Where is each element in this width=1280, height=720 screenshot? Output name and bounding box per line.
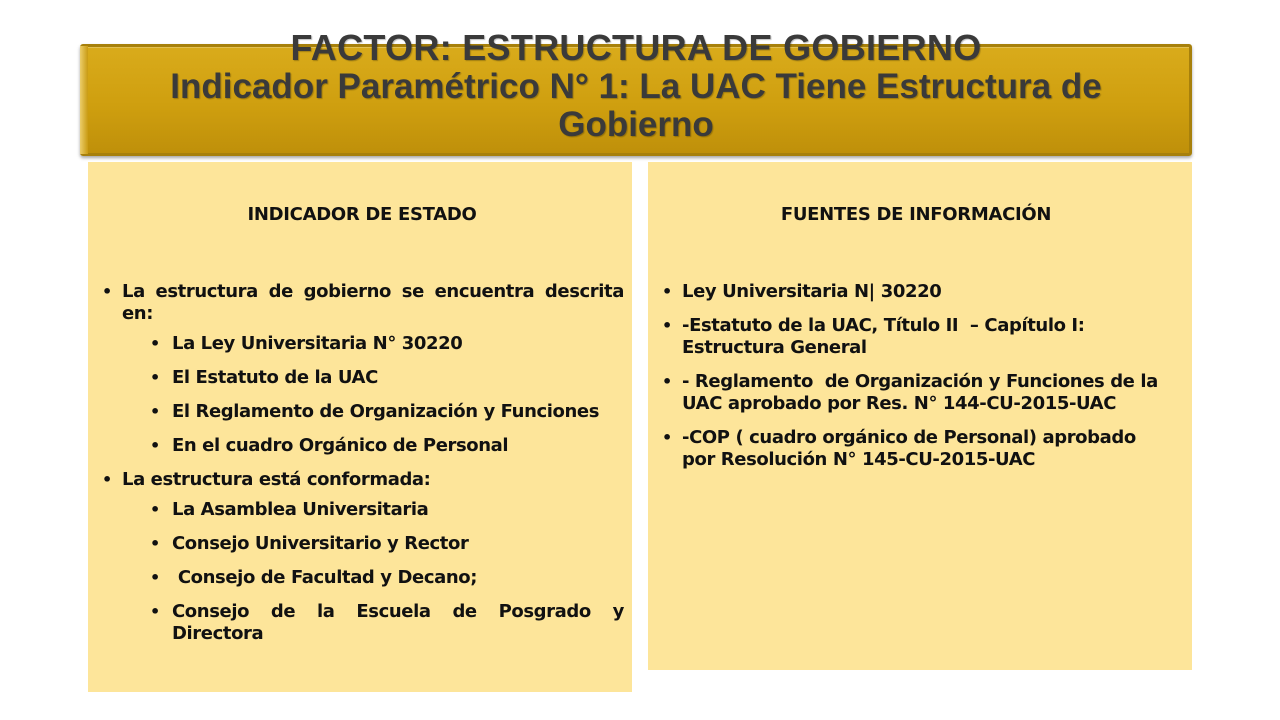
sub-list-item-text: En el cuadro Orgánico de Personal — [172, 435, 509, 456]
sub-list-item-text: El Reglamento de Organización y Funciones — [172, 401, 600, 422]
fuentes-informacion-panel — [648, 162, 1192, 670]
sub-list-item-text: Consejo de la Escuela de Posgrado y Directora — [172, 601, 624, 644]
sub-list-item-text: Consejo de Facultad y Decano; — [172, 567, 478, 588]
bullet-icon: • — [150, 368, 160, 387]
bullet-icon: • — [150, 568, 160, 587]
list-item-text: La estructura de gobierno se encuentra descrita en: — [122, 281, 624, 324]
bullet-icon: • — [150, 402, 160, 421]
bullet-icon: • — [102, 282, 112, 301]
sub-list-item-text: La Ley Universitaria N° 30220 — [172, 333, 463, 354]
sub-list-item — [122, 567, 624, 589]
sub-list-item — [122, 435, 624, 457]
estado-list — [100, 281, 624, 645]
bullet-icon: • — [662, 282, 672, 301]
bullet-icon: • — [662, 428, 672, 447]
list-item-text: Ley Universitaria N| 30220 — [682, 281, 942, 302]
bullet-icon: • — [102, 470, 112, 489]
sub-list-item-text: El Estatuto de la UAC — [172, 367, 378, 388]
sub-list-item — [122, 499, 624, 521]
list-item — [660, 371, 1172, 415]
list-item — [660, 427, 1172, 471]
panel-heading-left: INDICADOR DE ESTADO — [247, 204, 477, 225]
sub-list — [122, 333, 624, 457]
bullet-icon: • — [662, 372, 672, 391]
bullet-icon: • — [150, 602, 160, 621]
title-indicator: Indicador Paramétrico N° 1: La UAC Tiene Estructura de Gobierno — [170, 67, 1102, 144]
bullet-icon: • — [150, 534, 160, 553]
bullet-icon: • — [150, 436, 160, 455]
indicador-estado-panel — [88, 162, 632, 692]
bullet-icon: • — [662, 316, 672, 335]
list-item — [100, 469, 624, 645]
fuentes-list — [660, 281, 1172, 471]
sub-list-item — [122, 333, 624, 355]
list-item — [660, 315, 1172, 359]
list-item-text: -COP ( cuadro orgánico de Personal) aprobado por Resolución N° 145-CU-2015-UAC — [682, 427, 1136, 470]
list-item-text: -Estatuto de la UAC, Título II – Capítulo I: Estructura General — [682, 315, 1091, 358]
sub-list-item — [122, 533, 624, 555]
sub-list — [122, 499, 624, 645]
list-item — [660, 281, 1172, 303]
title-factor: FACTOR: ESTRUCTURA DE GOBIERNO — [290, 27, 982, 68]
sub-list-item-text: Consejo Universitario y Rector — [172, 533, 469, 554]
panel-heading-right: FUENTES DE INFORMACIÓN — [780, 204, 1052, 225]
slide-title — [84, 28, 1188, 144]
bullet-icon: • — [150, 334, 160, 353]
list-item — [100, 281, 624, 457]
list-item-text: - Reglamento de Organización y Funciones de la UAC aprobado por Res. N° 144-CU-2015-UAC — [682, 371, 1164, 414]
sub-list-item-text: La Asamblea Universitaria — [172, 499, 429, 520]
list-item-text: La estructura está conformada: — [122, 469, 431, 490]
sub-list-item — [122, 601, 624, 645]
bullet-icon: • — [150, 500, 160, 519]
sub-list-item — [122, 401, 624, 423]
sub-list-item — [122, 367, 624, 389]
